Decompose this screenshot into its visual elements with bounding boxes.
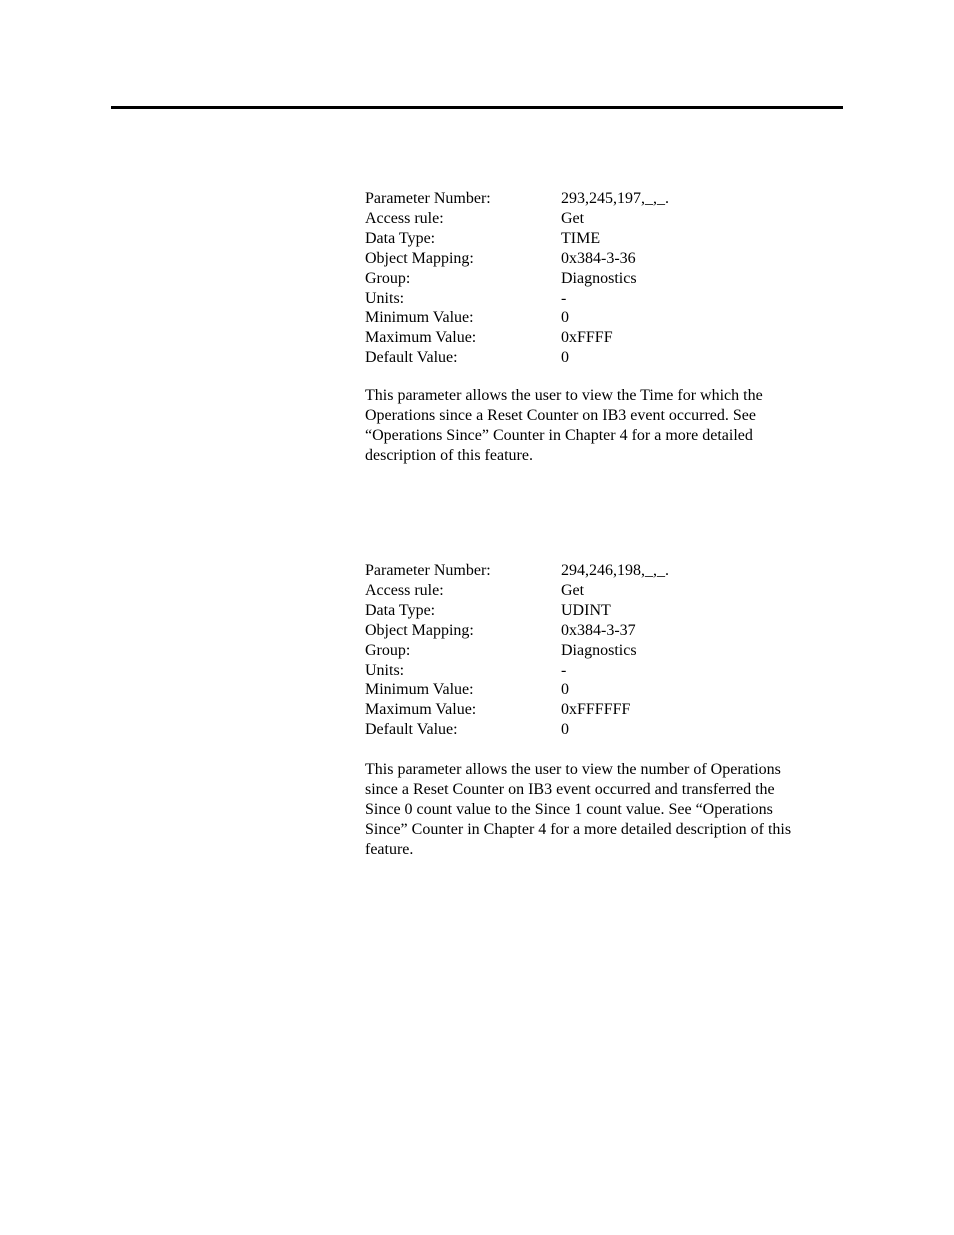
param-label: Parameter Number:	[365, 562, 491, 579]
description-line: since a Reset Counter on IB3 event occurred and transferred the	[365, 781, 775, 799]
param-row-data-type	[365, 229, 835, 249]
param-label: Group:	[365, 641, 411, 659]
description-line: feature.	[365, 840, 414, 858]
param-value: 0x384-3-37	[561, 621, 636, 639]
param-value: 0xFFFFFF	[561, 701, 631, 719]
description-line: This parameter allows the user to view the Time for which the	[365, 387, 763, 405]
param-value: 0x384-3-36	[561, 249, 636, 267]
param-row-units	[365, 289, 835, 309]
param-label: Object Mapping:	[365, 249, 474, 267]
param-value: Get	[561, 209, 585, 227]
parameter-table	[365, 189, 835, 368]
param-label: Access rule:	[365, 581, 444, 599]
description-line: This parameter allows the user to view the number of Operations	[365, 761, 781, 779]
param-label: Units:	[365, 289, 405, 307]
param-value: 294,246,198,_,_.	[561, 562, 669, 579]
param-row-group	[365, 269, 835, 289]
param-row-object-mapping	[365, 249, 835, 269]
parameter-table	[365, 561, 835, 740]
param-row-access-rule	[365, 209, 835, 229]
param-value: Get	[561, 581, 585, 599]
param-row-default-value	[365, 720, 835, 740]
param-label: Parameter Number:	[365, 190, 491, 207]
param-row-minimum-value	[365, 680, 835, 700]
param-label: Maximum Value:	[365, 701, 477, 719]
param-value: 0	[561, 309, 569, 327]
param-value: -	[561, 289, 567, 307]
param-value: 0xFFFF	[561, 329, 613, 347]
description-line: description of this feature.	[365, 446, 533, 464]
param-label: Data Type:	[365, 601, 436, 619]
param-label: Data Type:	[365, 229, 436, 247]
param-label: Units:	[365, 661, 405, 679]
param-value: UDINT	[561, 601, 611, 619]
param-row-number	[365, 189, 835, 209]
param-value: -	[561, 661, 567, 679]
param-row-maximum-value	[365, 328, 835, 348]
param-label: Group:	[365, 269, 411, 287]
parameter-description	[365, 760, 827, 860]
param-value: 0	[561, 681, 569, 699]
param-label: Default Value:	[365, 349, 458, 367]
param-value: TIME	[561, 229, 601, 247]
param-row-maximum-value	[365, 700, 835, 720]
param-row-number	[365, 561, 835, 581]
description-line: Since” Counter in Chapter 4 for a more detailed description of this	[365, 820, 792, 838]
description-line: Operations since a Reset Counter on IB3 event occurred. See	[365, 407, 756, 425]
param-row-units	[365, 661, 835, 681]
header-rule	[111, 106, 843, 109]
param-label: Minimum Value:	[365, 681, 474, 699]
description-line: Since 0 count value to the Since 1 count value. See “Operations	[365, 800, 773, 818]
parameter-block-293	[365, 189, 835, 466]
param-label: Maximum Value:	[365, 329, 477, 347]
parameter-description	[365, 386, 827, 466]
param-row-minimum-value	[365, 308, 835, 328]
description-line: “Operations Since” Counter in Chapter 4 for a more detailed	[365, 426, 753, 444]
param-row-data-type	[365, 601, 835, 621]
param-row-access-rule	[365, 581, 835, 601]
param-label: Minimum Value:	[365, 309, 474, 327]
param-value: 293,245,197,_,_.	[561, 190, 669, 207]
param-label: Default Value:	[365, 721, 458, 739]
param-label: Object Mapping:	[365, 621, 474, 639]
parameter-block-294	[365, 561, 835, 860]
param-value: Diagnostics	[561, 641, 637, 659]
param-row-default-value	[365, 348, 835, 368]
param-value: 0	[561, 721, 569, 739]
param-value: 0	[561, 349, 569, 367]
param-row-object-mapping	[365, 621, 835, 641]
param-label: Access rule:	[365, 209, 444, 227]
param-row-group	[365, 641, 835, 661]
param-value: Diagnostics	[561, 269, 637, 287]
